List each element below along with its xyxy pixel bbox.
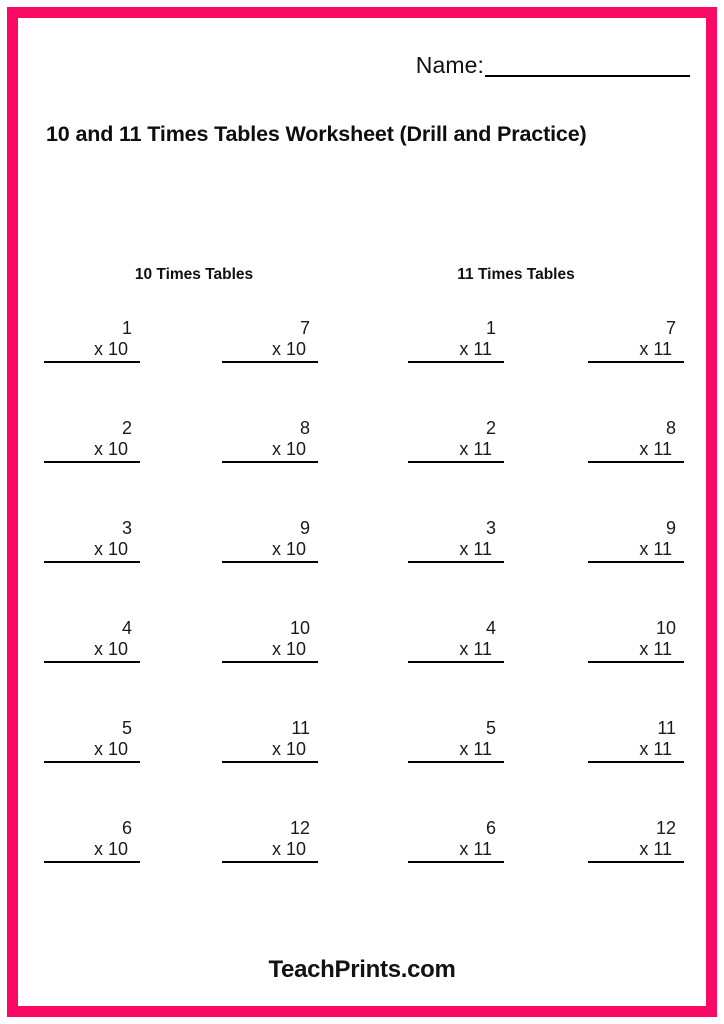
problem-operand: 5 (121, 718, 132, 738)
problem-item (588, 718, 684, 763)
problem-operand: 3 (121, 518, 132, 538)
problem-multiplier-text: x 10 (93, 639, 128, 659)
problem-operand: 6 (121, 818, 132, 838)
problem-operand: 10 (289, 618, 310, 638)
page-title: 10 and 11 Times Tables Worksheet (Drill and Practice) (46, 122, 587, 146)
name-field-row (416, 54, 690, 77)
problem-multiplier (408, 339, 504, 363)
problem-multiplier-text: x 10 (271, 639, 306, 659)
problem-row (18, 618, 706, 718)
problem-operand: 5 (485, 718, 496, 738)
problem-item (408, 618, 504, 663)
problem-multiplier (408, 739, 504, 763)
problem-operand: 2 (485, 418, 496, 438)
problem-multiplier (44, 839, 140, 863)
problem-row (18, 318, 706, 418)
problem-item (588, 418, 684, 463)
problem-multiplier (222, 539, 318, 563)
problem-operand: 9 (299, 518, 310, 538)
problem-multiplier-text: x 11 (459, 639, 492, 659)
name-label: Name: (415, 52, 484, 78)
problem-operand: 4 (121, 618, 132, 638)
problem-operand: 11 (657, 718, 676, 738)
footer-brand: TeachPrints.com (268, 956, 456, 983)
problem-operand: 8 (665, 418, 676, 438)
problem-multiplier (222, 339, 318, 363)
problem-operand: 10 (655, 618, 676, 638)
problem-operand: 1 (485, 318, 496, 338)
problem-operand: 9 (665, 518, 676, 538)
problem-operand: 3 (485, 518, 496, 538)
problem-multiplier-text: x 10 (271, 339, 306, 359)
worksheet-content-area (18, 18, 706, 1006)
section-heading-10-times: 10 Times Tables (134, 266, 254, 283)
problem-item (222, 618, 318, 663)
problem-multiplier (588, 639, 684, 663)
problem-row (18, 518, 706, 618)
problem-multiplier (44, 639, 140, 663)
problem-multiplier (588, 839, 684, 863)
problem-multiplier-text: x 11 (459, 739, 492, 759)
problem-item (222, 818, 318, 863)
section-heading-11-times: 11 Times Tables (457, 266, 575, 283)
problem-item (588, 618, 684, 663)
problem-multiplier-text: x 11 (639, 639, 672, 659)
problem-multiplier-text: x 11 (639, 739, 672, 759)
problem-operand: 8 (299, 418, 310, 438)
problem-item (588, 518, 684, 563)
problem-item (44, 318, 140, 363)
problem-operand: 11 (291, 718, 310, 738)
problem-item (408, 818, 504, 863)
problem-item (408, 418, 504, 463)
problem-item (44, 418, 140, 463)
problem-multiplier (222, 439, 318, 463)
problem-item (222, 418, 318, 463)
problem-multiplier-text: x 10 (271, 539, 306, 559)
problem-operand: 2 (121, 418, 132, 438)
problem-multiplier (44, 439, 140, 463)
problem-item (44, 618, 140, 663)
problem-row (18, 418, 706, 518)
problem-row (18, 818, 706, 918)
problem-row (18, 718, 706, 818)
problem-multiplier (408, 839, 504, 863)
problem-multiplier (222, 639, 318, 663)
name-write-in-line[interactable] (485, 55, 690, 77)
problem-multiplier-text: x 10 (271, 839, 306, 859)
problem-item (408, 518, 504, 563)
problem-multiplier (588, 539, 684, 563)
problem-multiplier (408, 539, 504, 563)
problem-item (222, 318, 318, 363)
problem-item (588, 318, 684, 363)
problem-multiplier-text: x 10 (271, 439, 306, 459)
problem-multiplier-text: x 11 (459, 439, 492, 459)
problem-grid (18, 318, 706, 918)
problem-operand: 12 (289, 818, 310, 838)
problem-multiplier (408, 639, 504, 663)
problem-multiplier-text: x 10 (93, 339, 128, 359)
problem-multiplier-text: x 11 (639, 339, 672, 359)
problem-multiplier-text: x 10 (271, 739, 306, 759)
problem-item (408, 718, 504, 763)
problem-multiplier (222, 839, 318, 863)
problem-operand: 1 (121, 318, 132, 338)
problem-multiplier-text: x 11 (459, 839, 492, 859)
problem-multiplier (44, 739, 140, 763)
problem-multiplier-text: x 10 (93, 439, 128, 459)
problem-item (222, 518, 318, 563)
problem-multiplier-text: x 11 (459, 539, 492, 559)
problem-item (44, 718, 140, 763)
problem-multiplier (222, 739, 318, 763)
problem-item (408, 318, 504, 363)
problem-multiplier (408, 439, 504, 463)
problem-operand: 4 (485, 618, 496, 638)
problem-multiplier-text: x 11 (639, 839, 672, 859)
problem-operand: 6 (485, 818, 496, 838)
problem-multiplier-text: x 10 (93, 539, 128, 559)
problem-operand: 12 (655, 818, 676, 838)
problem-multiplier-text: x 10 (93, 839, 128, 859)
problem-item (588, 818, 684, 863)
problem-item (222, 718, 318, 763)
problem-multiplier (44, 539, 140, 563)
problem-operand: 7 (299, 318, 310, 338)
problem-multiplier-text: x 10 (93, 739, 128, 759)
problem-multiplier (588, 339, 684, 363)
problem-multiplier (44, 339, 140, 363)
problem-multiplier-text: x 11 (459, 339, 492, 359)
problem-item (44, 818, 140, 863)
problem-multiplier (588, 739, 684, 763)
problem-multiplier-text: x 11 (639, 539, 672, 559)
problem-operand: 7 (665, 318, 676, 338)
problem-multiplier-text: x 11 (639, 439, 672, 459)
problem-item (44, 518, 140, 563)
problem-multiplier (588, 439, 684, 463)
